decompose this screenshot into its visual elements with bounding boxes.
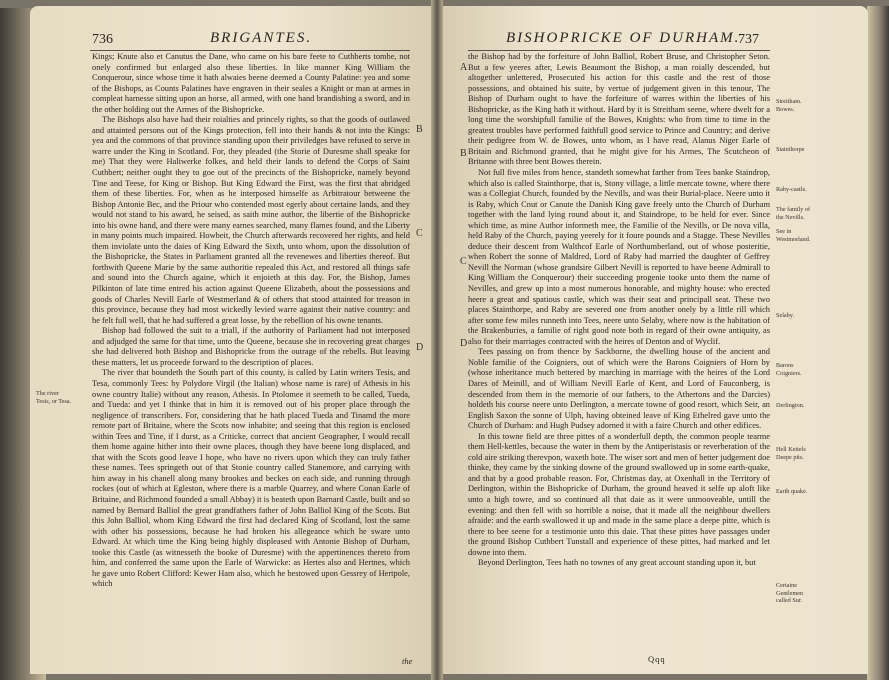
signature-mark: Qqq — [648, 654, 666, 664]
section-letter: C — [460, 256, 467, 267]
paragraph: Not full five miles from hence, standeth somewhat farther from Tees banke Staindrop, which also is called Stainthorpe, that is, Stony village, a little mercate towne, where there was a Collegiat Church, founded by the Nevills, and was their Burial-place. Neere unto it is Raby, which Cnut or Canute the Danish King gave freely unto the Church of Durham together with the land lying round about it, and Staindrope, to be held for ever. Since which time, as mine Author informeth mee, the Familie of the Nevills, or De nova villa, held Raby of the Church, paying yeerely for it foure pounds and a Stagge. These Nevilles deduce their descent from Walthcof Earle of Northumberland, out of whose posteritie, when Robert the sonne of Maldred, Lord of Raby had married the daughter of Geffrey Nevill the Norman (whose grandsire Gilbert Nevill is reported to have beene Admirall to King William the Conquerour) their succeeding progenie tooke unto them the name of Nevilles, and grew up into a most numerous honorable, and mighty house: who erected heere a great and spatious castle, which was their seat and principall seat. These two places Stainthorpe, and Raby are severed one from another onely by a little rill which after some few miles runneth into Tees, neere unto Selaby, where now is the habitation of the Brakenburies, a familie of right good note both in regard of their owne antiquity, as also for their marriages contracted with the heires of Denton and of Wyclif. — [468, 168, 770, 346]
section-letter: B — [460, 148, 467, 159]
margin-note: Derlington. — [776, 402, 805, 409]
right-text-column — [468, 52, 770, 569]
section-letter: B — [416, 124, 423, 135]
margin-note: Stainthorpe — [776, 146, 805, 153]
left-text-column — [92, 52, 410, 590]
margin-note: Certaine Gentlemen called Sur. — [776, 582, 804, 604]
paragraph: In this towne field are three pittes of a wonderfull depth, the common people tearme them Hell-kettles, because the water in them by the Antiperistasis or reverberation of the cold aire striking therevpon, waxeth hote. The wiser sort and men of better judgement doe thinke, they came by the sinking downe of the ground swallowed up in some earth-quake, and that by a good probable reason. For, Christmas day, at Oxenhall in the Territory of Derlington, within the Bishopricke of Durham, the ground heaved it selfe up aloft like unto a high towre, and so continued all that daie as it were unmooveable, untill the evening: and then fell with so horrible a noise, that it made all the neighbour dwellers afraide: and the earth swallowed it up and made in the same place a deepe pitte, which is there to bee seene for a testimonie unto this daie. That these pittes have passages under the ground Bishop Cuthbert Tunstall and experience of these pittes, had marked and let downe into them. — [468, 431, 770, 557]
section-letter: C — [416, 228, 423, 239]
right-page-edges — [867, 6, 889, 680]
left-page — [30, 6, 435, 674]
margin-note: The river Tesis, or Tesa. — [36, 390, 72, 405]
running-head: BRIGANTES. — [210, 30, 313, 46]
margin-note: Selaby. — [776, 312, 794, 319]
right-page — [438, 6, 868, 674]
margin-note: Earth quake. — [776, 488, 808, 495]
paragraph: Kings; Knute also et Canutus the Dane, who came on his bare feete to Cuthberts tombe, not onely confirmed but enlarged also these liberties. In like manner King William the Conquerour, since whose time it hath alwaies beene deemed a County Palatine: yea and some of the Bishops, as Counts Palatines have engraven in their seales a Knight or man at armes in compleat harnesse sitting upon an horse, all armed, with one hand brandishing a sword, and in the other holding out the Armes of the Bishopricke. — [92, 52, 410, 114]
header-rule — [468, 50, 770, 51]
catchword: the — [402, 656, 413, 666]
page-number: 736 — [92, 32, 113, 47]
paragraph: Tees passing on from thence by Sackborne, the dwelling house of the ancient and Noble familie of the Coigniers, out of which were the Barons Coigniers of Horn by (whose inheritance much bettered by marching in marriage with the heires of the Lord Dares of Meinill, and of William Nevill Earle of Kent, and Lord of Fauconberg, is descended from them in the memorie of our fathers, to the Athertons and the Darcies) holdeth his course neere unto Derlington, a mercate towne of good resort, which Seir, an English Saxon the sonne of Ulph, having obteined leave of King Ethelred gave unto the Church of Durham: and Hugh Pudsey adorned it with a faire Church and other edifices. — [468, 347, 770, 431]
paragraph: the Bishop had by the forfeiture of John Balliol, Robert Bruse, and Christopher Seton. But a few yeeres after, Lewis Beaumont the Bishop, a man roially descended, but altogether unlettered, Prosecuted his action for this castle and the rest of those possessions, and obtained his suite, by vertue of judgement given in this tenour, The Bishop of Durham ought to have the forfeiture of warres within the liberties of his Bishopricke, as the King hath it without. Hard by it is Streitham seene, where dwelt for a long time the worshipfull familie of the Bowes, Knights: who from time to time in the greatest troubles have performed faithfull good service to Prince and Country; and derive their pedigree from W. de Bowes, unto whom, as I have read, Alanus Niger Earle of Britain and Richmond granted, that he might give for his Armes, The Scutcheon of Britanne with three bent Bowes therein. — [468, 52, 770, 167]
section-letter: D — [416, 342, 424, 353]
margin-note: The family of the Nevills. — [776, 206, 811, 221]
header-rule — [90, 50, 410, 51]
running-head: BISHOPRICKE OF DURHAM. — [506, 30, 741, 46]
book-gutter — [431, 0, 443, 680]
paragraph: The river that boundeth the South part of this county, is called by Latin writers Tesis, and Tesa, commonly Tees: by Polydore Virgil (the Italian) whose name is rare) of Athesis in his owne country Italie) without any reason, Athesis. In Ptolomee it seemeth to be called, Tueda, and Tueda: and yet I thinke that in him it is removed out of his proper place through the negligence of transcribers. For, considering that he hath placed Tueda and Tinamd the more remote part of Britaine, where the Scots now inhabite; and seeing that this region is enclosed within Tees and Tine, if I durst, as a Criticke, correct that ancient Geographer, I would recall them home againe hither into their owne places, though they have beene long displaced, and that with the Scots good leave I hope, who have no rivers upon which they can truly father these names. Tees springeth out of that Stonie country called Stanemore, and carrying with him away in his chanell along many brookes and beckes on each side, and running through rockes (out of which at Egleston, where there is a marble Quarrey, and where Conan Earle of Britaine, and Richmond founded a small Abbay) it is beateth upon Barnard Castle, built and so named by Bernard Balliol the great grandfathers father of John Balliol King of the Scots. But this John Balliol, whom King Edward the first had declared King of Scotland, lost the same with other his possessions, because he had broken his allegeance which he sware unto Edward. At which time the King being highly displeased with Antonie Bishop of Durham, tooke this Castle (as witnesseth the booke of Duresme) with the appertinences thereto from him, and conferred the same upon the Earle of Warwicke: as Hertes also and Hertnes, which he gave unto Robert Clifford: Kewer Ham also, which he bestowed upon Gessrey of Hertpole, which — [92, 368, 410, 589]
margin-note: Raby-castle. — [776, 186, 807, 193]
page-number: 737 — [738, 32, 759, 47]
paragraph: The Bishops also have had their roialties and princely rights, so that the goods of outlawed and attainted persons out of the Kings protection, fell into their hands & not into the Kings: yea and the commons of that province standing upon their priviledges have refused to serve in warre under the King in Scotland. For, they pleaded (the Storie of Duresme shall speake for me) That they were Haliwerke folkes, and held their lands to defend the Corps of Saint Cuthbert; neither ought they to goe out of the precincts of the Bishopricke, namely beyond Tine and Teese, for King or Bishop. But King Edward the First, was the first that abridged them of these liberties. For, when as he interposed himselfe as Arbitratour betweene the Bishop Antonie Bec, and the Priour who contended most egerly about certaine lands, and they would not stand to his award, he seised, as saith mine author, the libertie of the Bishopricke into his owne hand, and there were many earnes searched, many flames found, and the Liberty in many points much impaired. Howbeit, the Church afterwards recovered her rights, and held them inviolate unto the daies of King Edward the Sixth, unto whom, upon the dissolution of the Bishopricke, the States in Parliament granted all the revenewes and liberties thereof. But forthwith Queene Marie by the same authoritie repealed this Act, and restored all things safe and sound into the Church againe, which it enjoieth at this day. For, the Bishop, James Pilkinton of late time entred his action against Queene Elizabeth, about the possessions and goods of Charles Nevill Earle of Westmerland & of others that stood attainted for treason in this province, because they had most wickedly levied warre against their native country: and he felt full well, that he had suffered a great losse, by the rebellion of his owne tenants. — [92, 115, 410, 325]
margin-note: Hell Kettels Deepe pits. — [776, 446, 806, 461]
paragraph: Beyond Derlington, Tees hath no townes of any great account standing upon it, but — [478, 558, 756, 568]
margin-note: Streitham. Bowes. — [776, 98, 802, 113]
section-letter: D — [460, 338, 468, 349]
section-letter: A — [460, 62, 468, 73]
paragraph: Bishop had followed the suit to a triall, if the authority of Parliament had not interposed and adjudged the same for that time, unto the Queene, because she in recovering great charges she had delivered both Bishop and Bishopricke from the outrage of the rebells. But leaving these matters, let us proceede forward to the description of places. — [92, 326, 410, 367]
margin-note: See in Westmorland. — [776, 228, 811, 243]
margin-note: Barons Coigniers. — [776, 362, 802, 377]
